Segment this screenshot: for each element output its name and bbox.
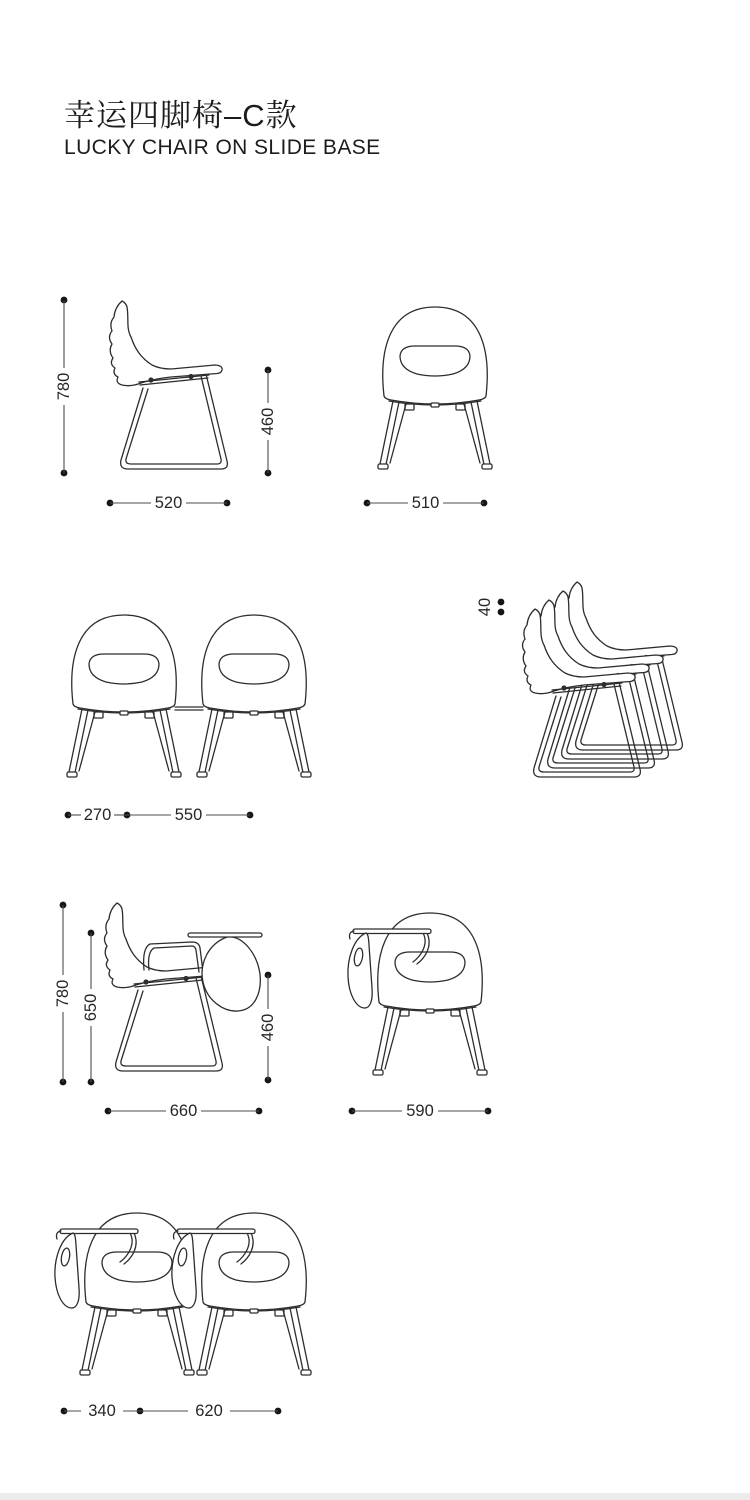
dim-ganged-row: [65, 806, 254, 824]
dim-side-depth: [107, 494, 231, 512]
dim-label-340: 340: [88, 1402, 116, 1420]
tablet-side-view-drawing: [105, 903, 263, 1071]
row4-tablet-ganged-view: [40, 1180, 710, 1440]
dim-label-590: 590: [406, 1102, 434, 1120]
page-bottom-edge: [0, 1493, 750, 1500]
dim-tablet-depth: [105, 1102, 263, 1120]
stacked-chairs-drawing: [523, 582, 683, 777]
product-title-zh: 幸运四脚椅–C款: [64, 98, 298, 133]
dim-label-460-tablet: 460: [259, 1013, 277, 1042]
dim-label-650: 650: [82, 993, 100, 1022]
title-block: [64, 98, 381, 159]
product-title-en: LUCKY CHAIR ON SLIDE BASE: [64, 135, 381, 159]
dim-side-seat-height: [259, 367, 277, 477]
dim-label-780-tablet: 780: [54, 979, 72, 1008]
front-view-drawing: [378, 307, 492, 469]
tablet-front-view-drawing: [348, 913, 487, 1075]
dim-tablet-overall-height: [54, 902, 72, 1086]
dim-tablet-height: [82, 930, 100, 1086]
dim-label-620: 620: [195, 1402, 223, 1420]
dim-label-510: 510: [411, 494, 440, 512]
dim-tablet-front-width: [349, 1102, 492, 1120]
dim-label-520: 520: [154, 494, 183, 512]
dim-tablet-seat-height: [259, 972, 277, 1084]
dim-tablet-ganged-row: [61, 1402, 282, 1420]
dim-label-550: 550: [174, 806, 203, 824]
dim-side-overall-height: [55, 297, 73, 477]
dim-label-460: 460: [259, 407, 277, 436]
dim-label-660: 660: [169, 1102, 198, 1120]
dim-label-40: 40: [476, 597, 494, 617]
row3-tablet-views: [40, 880, 510, 1130]
ganged-row-drawing: [67, 615, 311, 777]
row2-ganged-and-stacked-views: [40, 570, 710, 840]
dim-stack-pitch: [476, 598, 504, 616]
side-view-drawing: [110, 301, 228, 469]
dim-label-270: 270: [83, 806, 112, 824]
row1-side-and-front-views: [40, 280, 510, 520]
dim-front-width: [364, 494, 488, 512]
tablet-ganged-row-drawing: [55, 1213, 311, 1375]
dim-label-780: 780: [55, 372, 73, 401]
